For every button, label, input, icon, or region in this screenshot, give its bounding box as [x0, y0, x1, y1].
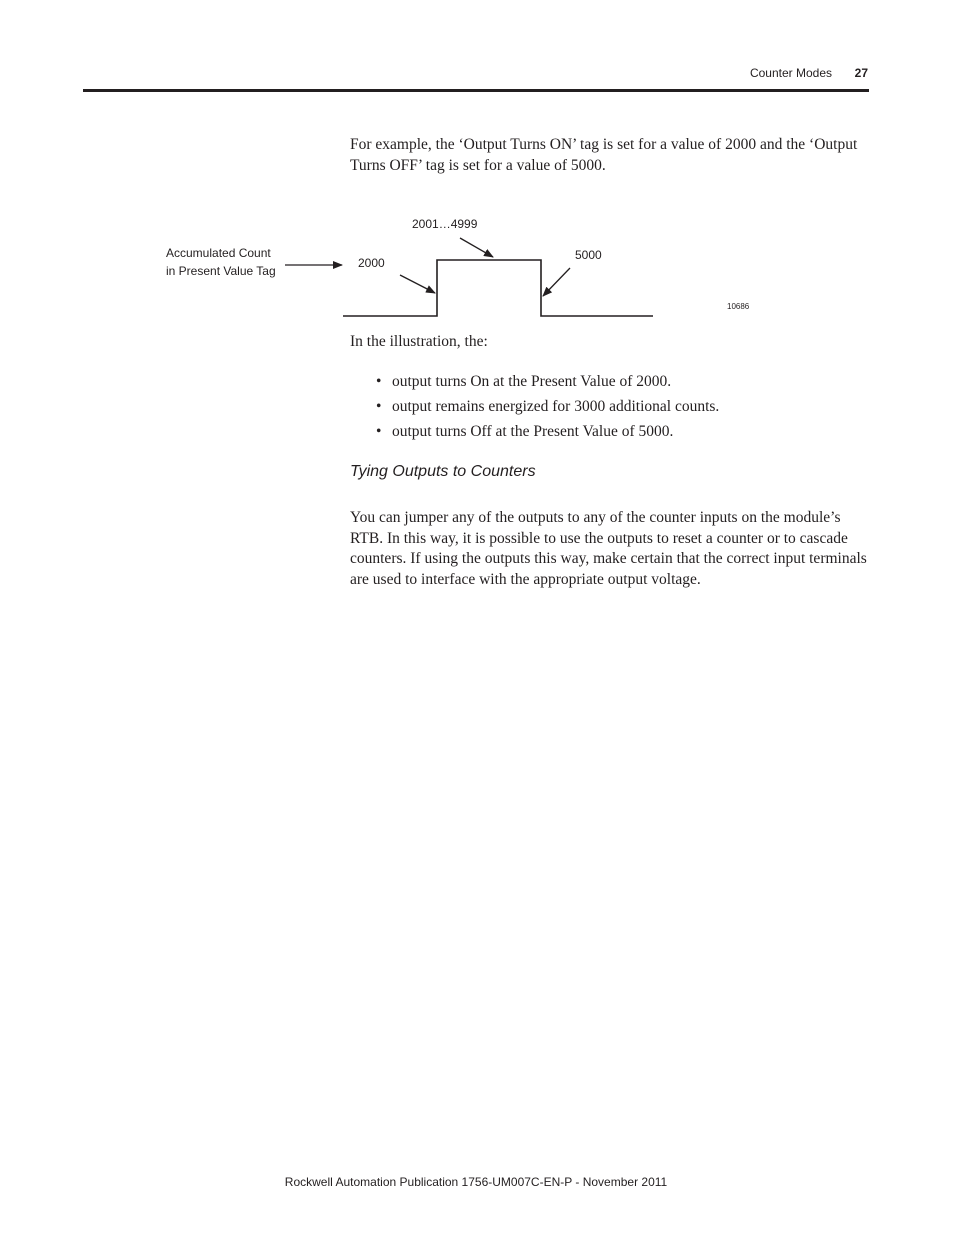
- page-number: 27: [854, 66, 868, 80]
- list-item: • output remains energized for 3000 additional counts.: [376, 398, 720, 415]
- list-item: • output turns Off at the Present Value of 5000.: [376, 423, 674, 440]
- output-timing-diagram: [0, 0, 954, 330]
- on-value-arrow: [400, 275, 435, 293]
- input-label-line1: Accumulated Count: [166, 246, 271, 260]
- footer-text: Rockwell Automation Publication 1756-UM007C-EN-P - November 2011: [284, 1175, 668, 1189]
- off-value-label: 5000: [575, 248, 602, 262]
- page-footer: [0, 1175, 954, 1189]
- bullet-icon: •: [376, 423, 382, 440]
- intro-paragraph: For example, the ‘Output Turns ON’ tag is set for a value of 2000 and the ‘Output Turns OFF’ tag is set for a value of 5000.: [350, 136, 858, 174]
- pulse-waveform: [343, 260, 653, 316]
- bullet-list: [376, 372, 719, 447]
- header-section-title: Counter Modes: [749, 66, 832, 80]
- off-value-arrow: [543, 268, 570, 296]
- range-value-arrow: [460, 238, 493, 257]
- section-subheading: Tying Outputs to Counters: [350, 463, 536, 480]
- figure-id: 10686: [727, 302, 750, 311]
- input-label-line2: in Present Value Tag: [166, 264, 276, 278]
- lead-paragraph: In the illustration, the:: [350, 333, 488, 350]
- list-item: • output turns On at the Present Value of 2000.: [376, 373, 672, 390]
- range-value-label: 2001…4999: [412, 217, 478, 231]
- tying-paragraph: You can jumper any of the outputs to any of the counter inputs on the module’s RTB. In this way, it is possible to use the outputs to reset a counter or to cascade counters. If using the outputs this way, make certain that the correct input terminals are used to interface with the appropriate output voltage.: [350, 509, 867, 588]
- bullet-icon: •: [376, 398, 382, 415]
- bullet-icon: •: [376, 373, 382, 390]
- on-value-label: 2000: [358, 256, 385, 270]
